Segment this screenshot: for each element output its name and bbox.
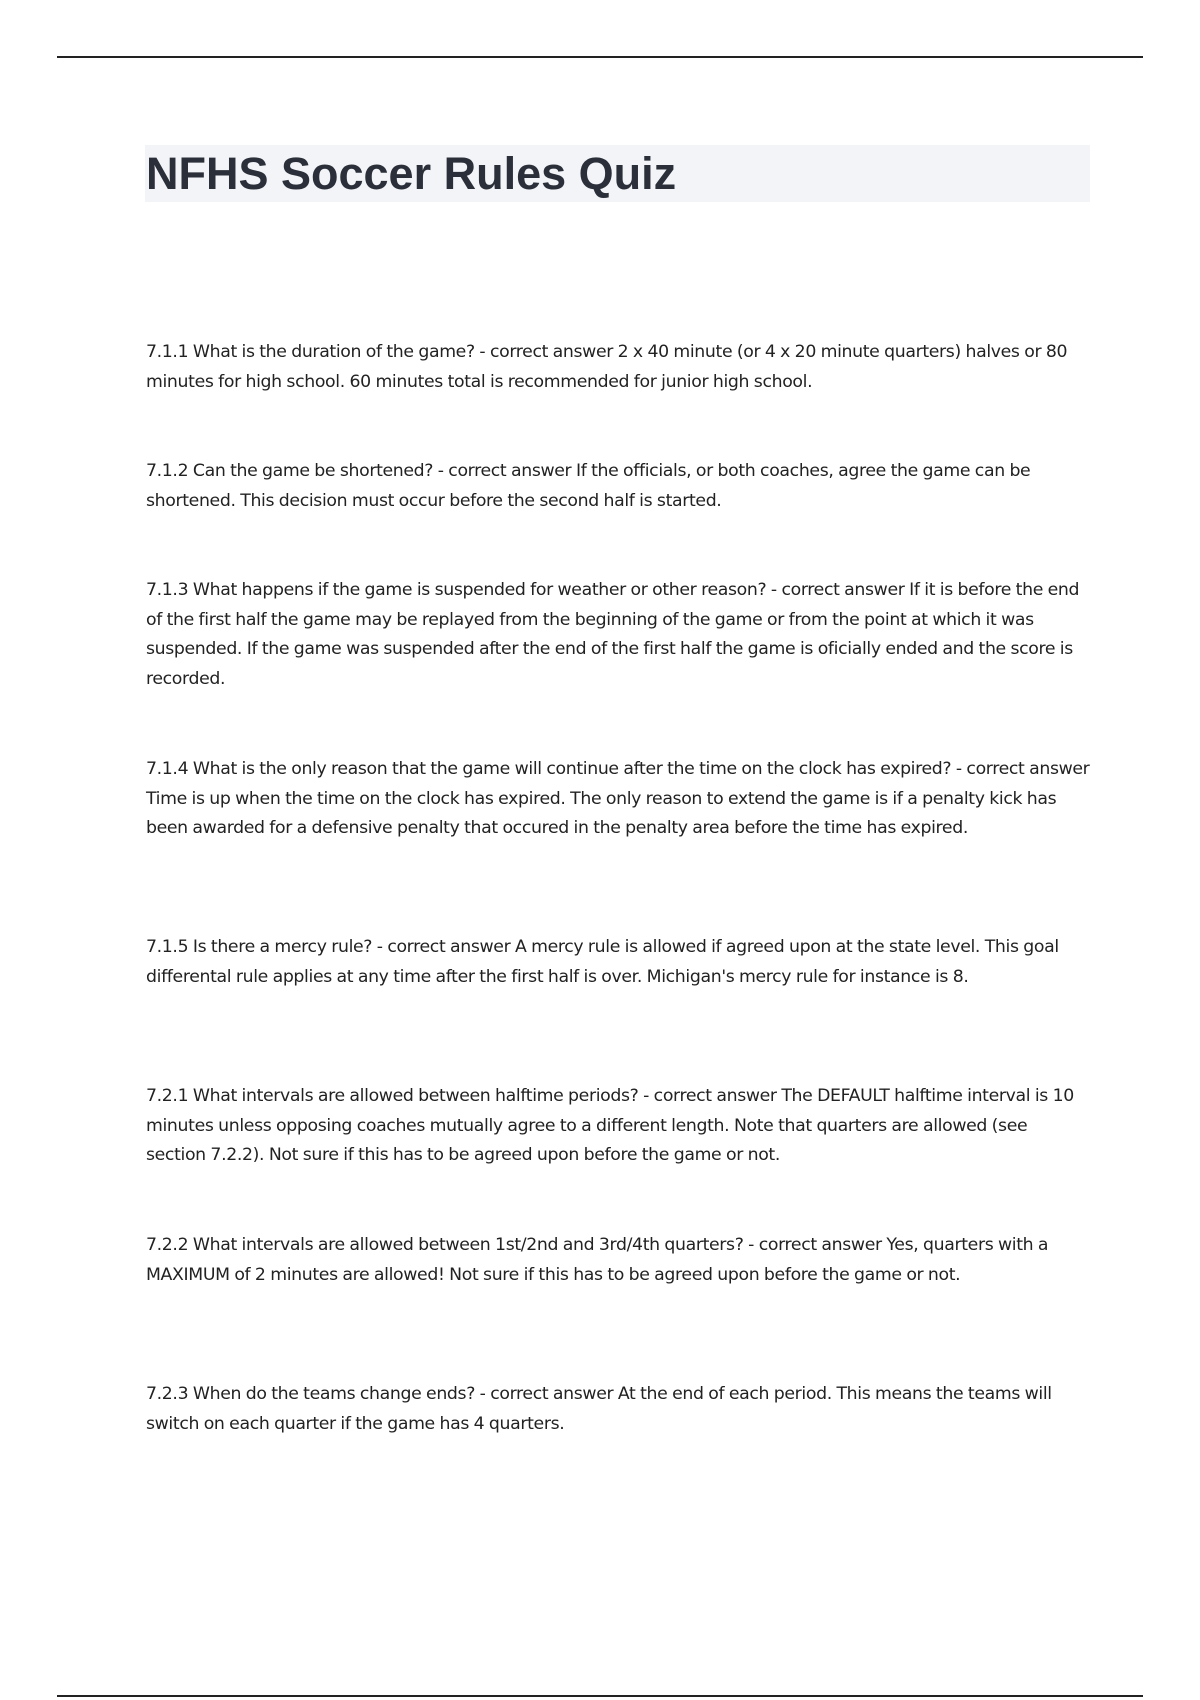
- qa-item-7-1-2: [146, 457, 1091, 516]
- answer-text: correct answer At the end of each period. This means the teams will switch on each quarter if the game has 4 quarters.: [146, 1384, 1052, 1434]
- answer-text: correct answer Time is up when the time on the clock has expired. The only reason to extend the game is if a penalty kick has been awarded for a defensive penalty that occured in the penalty area before the time has expired.: [146, 759, 1090, 838]
- answer-text: correct answer The DEFAULT halftime interval is 10 minutes unless opposing coaches mutually agree to a different length. Note that quarters are allowed (see section 7.2.2). Not sure if this has to be agreed upon before the game or not.: [146, 1086, 1074, 1165]
- qa-item-7-2-3: [146, 1380, 1091, 1439]
- answer-text: correct answer If it is before the end of the first half the game may be replayed from the beginning of the game or from the point at which it was suspended. If the game was suspended after the end of the first half the game is oficially ended and the score is recorded.: [146, 580, 1080, 689]
- qa-item-7-1-5: [146, 933, 1091, 992]
- question-text: 7.2.3 When do the teams change ends? -: [146, 1384, 486, 1404]
- question-text: 7.1.5 Is there a mercy rule? -: [146, 937, 383, 957]
- question-text: 7.1.2 Can the game be shortened? -: [146, 461, 444, 481]
- answer-text: correct answer If the officials, or both coaches, agree the game can be shortened. This decision must occur before the second half is started.: [146, 461, 1031, 511]
- qa-item-7-1-4: [146, 755, 1091, 844]
- question-text: 7.1.3 What happens if the game is suspended for weather or other reason? -: [146, 580, 777, 600]
- page-title: NFHS Soccer Rules Quiz: [146, 148, 677, 199]
- answer-text: correct answer Yes, quarters with a MAXIMUM of 2 minutes are allowed! Not sure if this has to be agreed upon before the game or not.: [146, 1235, 1049, 1285]
- answer-text: correct answer A mercy rule is allowed if agreed upon at the state level. This goal differental rule applies at any time after the first half is over. Michigan's mercy rule for instance is 8.: [146, 937, 1059, 987]
- qa-item-7-1-3: [146, 576, 1091, 694]
- question-text: 7.2.2 What intervals are allowed between 1st/2nd and 3rd/4th quarters? -: [146, 1235, 755, 1255]
- top-divider: [57, 56, 1143, 58]
- qa-item-7-1-1: [146, 338, 1091, 397]
- question-text: 7.1.4 What is the only reason that the game will continue after the time on the clock has expired? -: [146, 759, 962, 779]
- qa-item-7-2-2: [146, 1231, 1091, 1290]
- answer-text: correct answer 2 x 40 minute (or 4 x 20 minute quarters) halves or 80 minutes for high school. 60 minutes total is recommended for junior high school.: [146, 342, 1068, 392]
- question-text: 7.1.1 What is the duration of the game? -: [146, 342, 486, 362]
- bottom-divider: [57, 1695, 1143, 1697]
- question-text: 7.2.1 What intervals are allowed between halftime periods? -: [146, 1086, 650, 1106]
- qa-item-7-2-1: [146, 1082, 1091, 1171]
